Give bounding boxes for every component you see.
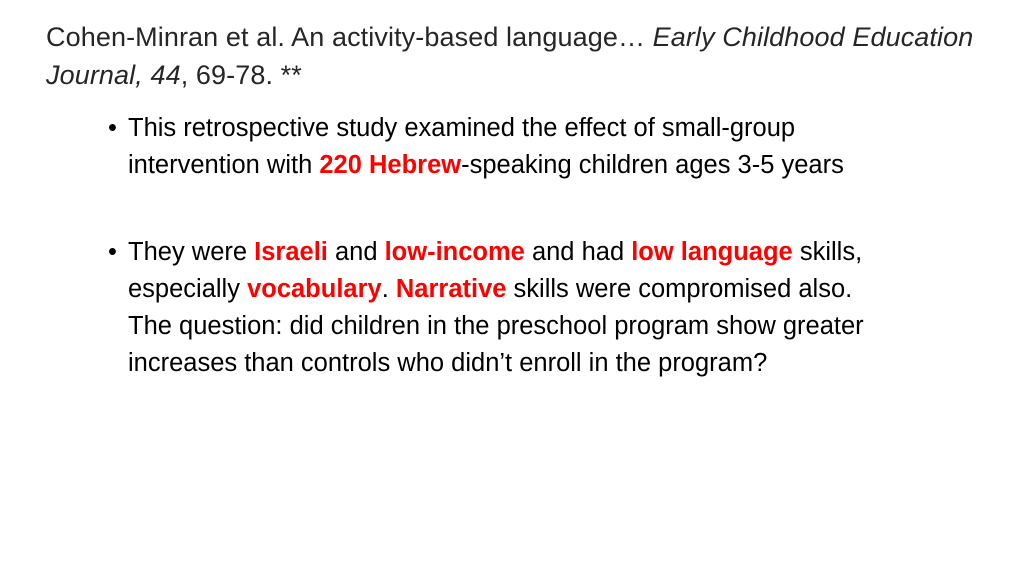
bullet-2-text-3: and had <box>524 238 632 266</box>
slide-body <box>108 110 888 382</box>
bullet-2-text-2: and <box>327 238 385 266</box>
title-pages: , 69-78. ** <box>180 60 302 90</box>
bullet-1-highlight-1: 220 Hebrew <box>319 151 462 179</box>
title-journal: Early Childhood Education Journal, 44 <box>46 22 974 90</box>
bullet-1-text-1: This retrospective study examined the effect of small-group intervention with <box>128 114 796 179</box>
bullet-2-text-6: skills were compromised also. The question: did children in the preschool program show greater increases than controls who didn’t enroll in the program? <box>128 275 864 377</box>
bullet-2-highlight-1: Israeli <box>254 238 328 266</box>
bullet-1 <box>108 110 888 184</box>
bullet-2-highlight-4: vocabulary <box>247 275 382 303</box>
bullet-2-text-1: They were <box>128 238 255 266</box>
slide-title <box>46 18 986 94</box>
bullet-2-highlight-5: Narrative <box>395 275 507 303</box>
bullet-2-text-5: . <box>381 275 396 303</box>
bullet-dot-2: • <box>108 238 117 266</box>
bullet-2 <box>108 234 888 382</box>
bullet-2-highlight-2: low-income <box>384 238 525 266</box>
bullet-1-text-2: -speaking children ages 3-5 years <box>461 151 844 179</box>
bullet-2-text-4: skills, especially <box>128 238 863 303</box>
title-authors: Cohen-Minran et al. An activity-based language… <box>46 22 653 52</box>
bullet-dot-1: • <box>108 114 117 142</box>
bullet-2-highlight-3: low language <box>631 238 793 266</box>
